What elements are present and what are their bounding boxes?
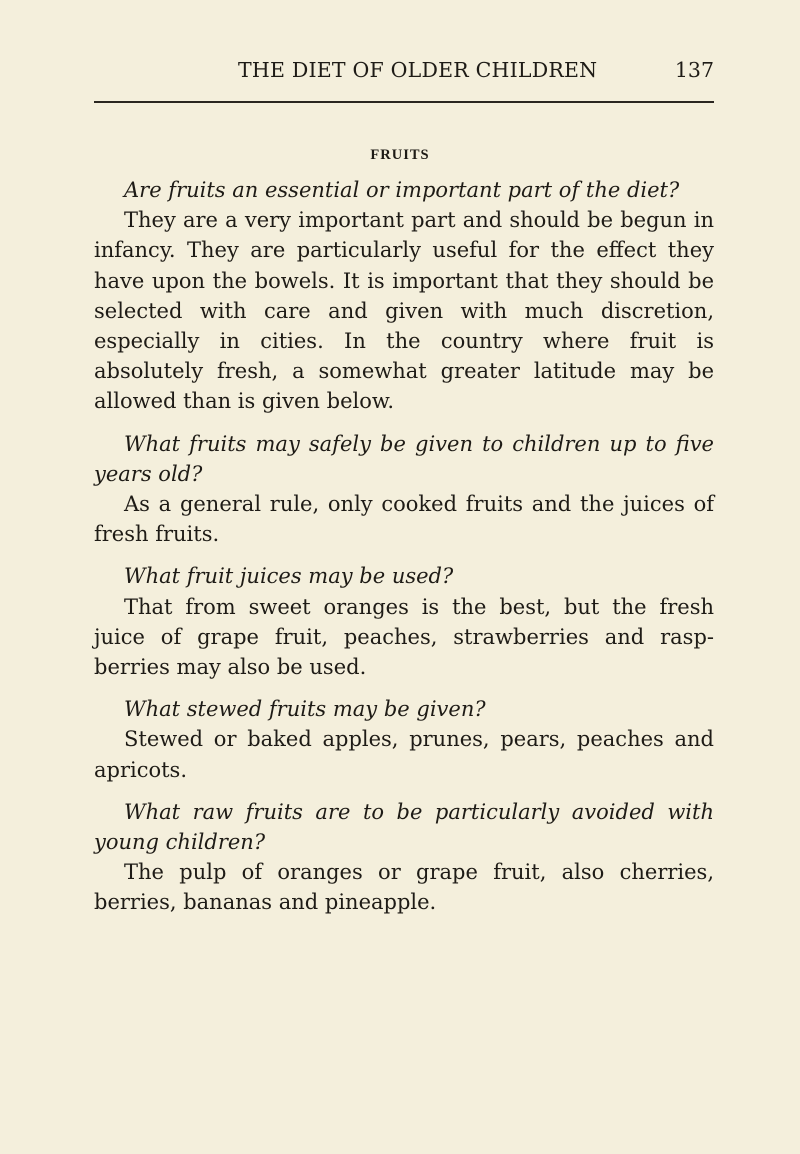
qa-block: [94, 175, 714, 417]
qa-block: [94, 694, 714, 785]
qa-block: [94, 429, 714, 550]
running-head: [94, 58, 714, 88]
header-rule: [94, 101, 714, 103]
answer-text: They are a very important part and should be begun in infancy. They are particularly useful for the effect they have upon the bowels. It is important that they should be selected with care and given with much discretion, especially in cities. In the country where fruit is absolutely fresh, a somewhat greater latitude may be allowed than is given below.: [94, 208, 714, 414]
qa-block: [94, 797, 714, 918]
page-body: [94, 175, 714, 930]
qa-block: [94, 561, 714, 682]
question-text: Are fruits an essential or important part of the diet?: [124, 178, 680, 202]
question-text: What fruit juices may be used?: [124, 564, 454, 589]
answer-text: As a general rule, only cooked fruits and the juices of fresh fruits.: [94, 492, 714, 547]
question-text: What raw fruits are to be particularly avoided with young children?: [94, 799, 714, 855]
running-head-title: THE DIET OF OLDER CHILDREN: [238, 58, 598, 82]
answer-text: The pulp of oranges or grape fruit, also cherries, berries, bananas and pineapple.: [94, 860, 714, 915]
page-number: 137: [674, 58, 714, 82]
question-text: What stewed fruits may be given?: [124, 697, 486, 722]
section-title: FRUITS: [370, 147, 430, 163]
answer-text: That from sweet oranges is the best, but the fresh juice of grape fruit, peaches, strawberries and rasp-berries may also be used.: [94, 594, 714, 680]
question-text: What fruits may safely be given to children up to five years old?: [94, 431, 714, 486]
answer-text: Stewed or baked apples, prunes, pears, peaches and apricots.: [94, 727, 714, 782]
